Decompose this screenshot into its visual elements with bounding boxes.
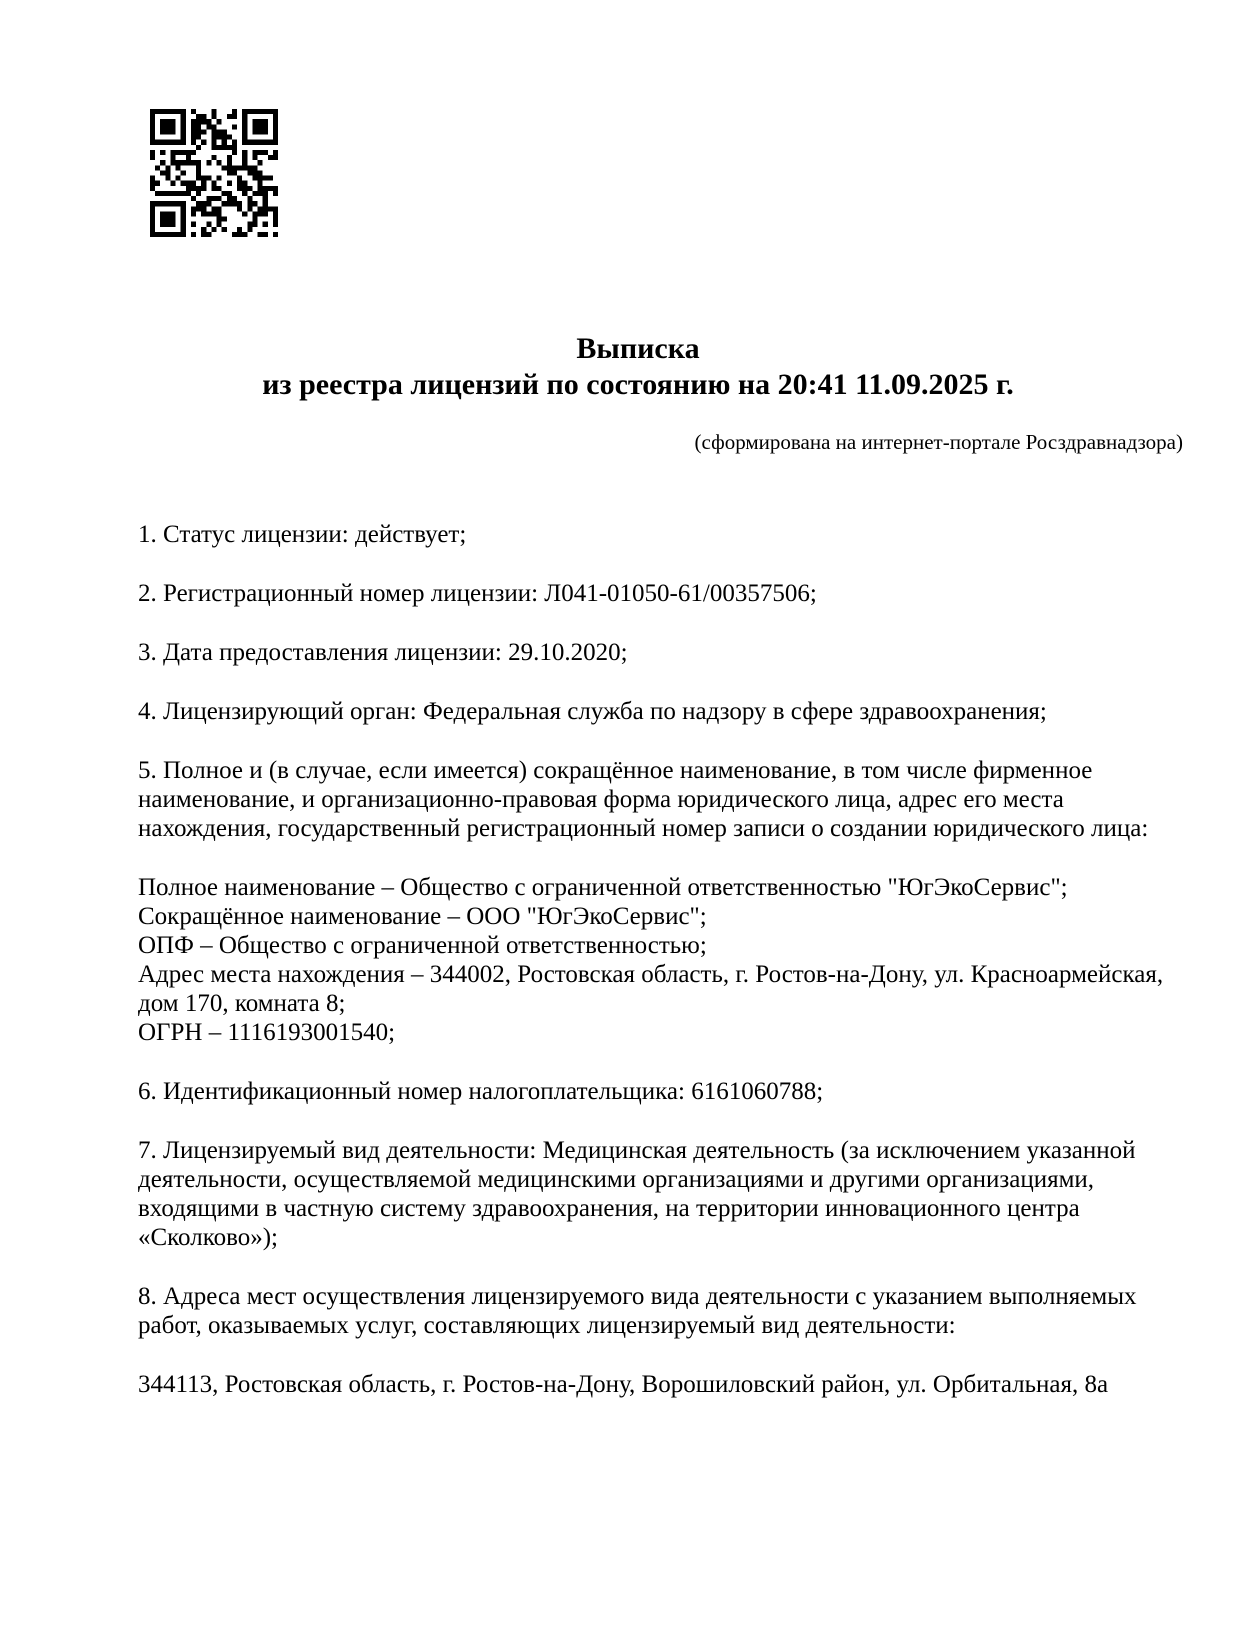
paragraph-organization-details bbox=[138, 873, 1200, 1047]
document-title bbox=[138, 331, 1138, 403]
paragraph-licensing-authority bbox=[138, 697, 1200, 726]
paragraph-name-heading bbox=[138, 756, 1200, 843]
text-line: входящими в частную систему здравоохранения, на территории инновационного центра bbox=[138, 1195, 1080, 1222]
text-line: 3. Дата предоставления лицензии: 29.10.2020; bbox=[138, 639, 628, 666]
paragraph-addresses-heading bbox=[138, 1282, 1200, 1340]
generation-note: (сформирована на интернет-портале Росздравнадзора) bbox=[694, 430, 1183, 454]
text-line: деятельности, осуществляемой медицинскими организациями и другими организациями, bbox=[138, 1166, 1095, 1193]
text-line: нахождения, государственный регистрационный номер записи о создании юридического лица: bbox=[138, 815, 1149, 842]
paragraph-status bbox=[138, 520, 1200, 549]
text-line: Адрес места нахождения – 344002, Ростовская область, г. Ростов-на-Дону, ул. Красноармейская, bbox=[138, 961, 1164, 988]
text-line: Полное наименование – Общество с ограниченной ответственностью "ЮгЭкоСервис"; bbox=[138, 874, 1068, 901]
text-line: 344113, Ростовская область, г. Ростов-на-Дону, Ворошиловский район, ул. Орбитальная, 8а bbox=[138, 1371, 1109, 1398]
text-line: «Сколково»); bbox=[138, 1224, 278, 1251]
text-line: дом 170, комната 8; bbox=[138, 990, 346, 1017]
text-line: ОГРН – 1116193001540; bbox=[138, 1019, 396, 1046]
text-line: наименование, и организационно-правовая форма юридического лица, адрес его места bbox=[138, 786, 1064, 813]
paragraph-inn bbox=[138, 1077, 1200, 1106]
text-line: работ, оказываемых услуг, составляющих лицензируемый вид деятельности: bbox=[138, 1312, 956, 1339]
text-line: 4. Лицензирующий орган: Федеральная служба по надзору в сфере здравоохранения; bbox=[138, 698, 1047, 725]
text-line: ОПФ – Общество с ограниченной ответственностью; bbox=[138, 932, 707, 959]
text-line: 8. Адреса мест осуществления лицензируемого вида деятельности с указанием выполняемых bbox=[138, 1283, 1137, 1310]
paragraph-license-date bbox=[138, 638, 1200, 667]
paragraph-activity-address bbox=[138, 1370, 1200, 1399]
text-line: 6. Идентификационный номер налогоплательщика: 6161060788; bbox=[138, 1078, 824, 1105]
text-line: 2. Регистрационный номер лицензии: Л041-01050-61/00357506; bbox=[138, 580, 817, 607]
text-line: 7. Лицензируемый вид деятельности: Медицинская деятельность (за исключением указанной bbox=[138, 1137, 1136, 1164]
text-line: Сокращённое наименование – ООО "ЮгЭкоСервис"; bbox=[138, 903, 707, 930]
text-line: 5. Полное и (в случае, если имеется) сокращённое наименование, в том числе фирменное bbox=[138, 757, 1093, 784]
text-line: 1. Статус лицензии: действует; bbox=[138, 521, 467, 548]
title-line-2: из реестра лицензий по состоянию на 20:41 11.09.2025 г. bbox=[262, 368, 1014, 401]
title-line-1: Выписка bbox=[576, 332, 700, 365]
qr-code bbox=[150, 109, 278, 237]
document-body bbox=[138, 520, 1200, 1429]
paragraph-activity-type bbox=[138, 1136, 1200, 1252]
paragraph-registration-number bbox=[138, 579, 1200, 608]
qr-code-svg bbox=[150, 109, 278, 237]
